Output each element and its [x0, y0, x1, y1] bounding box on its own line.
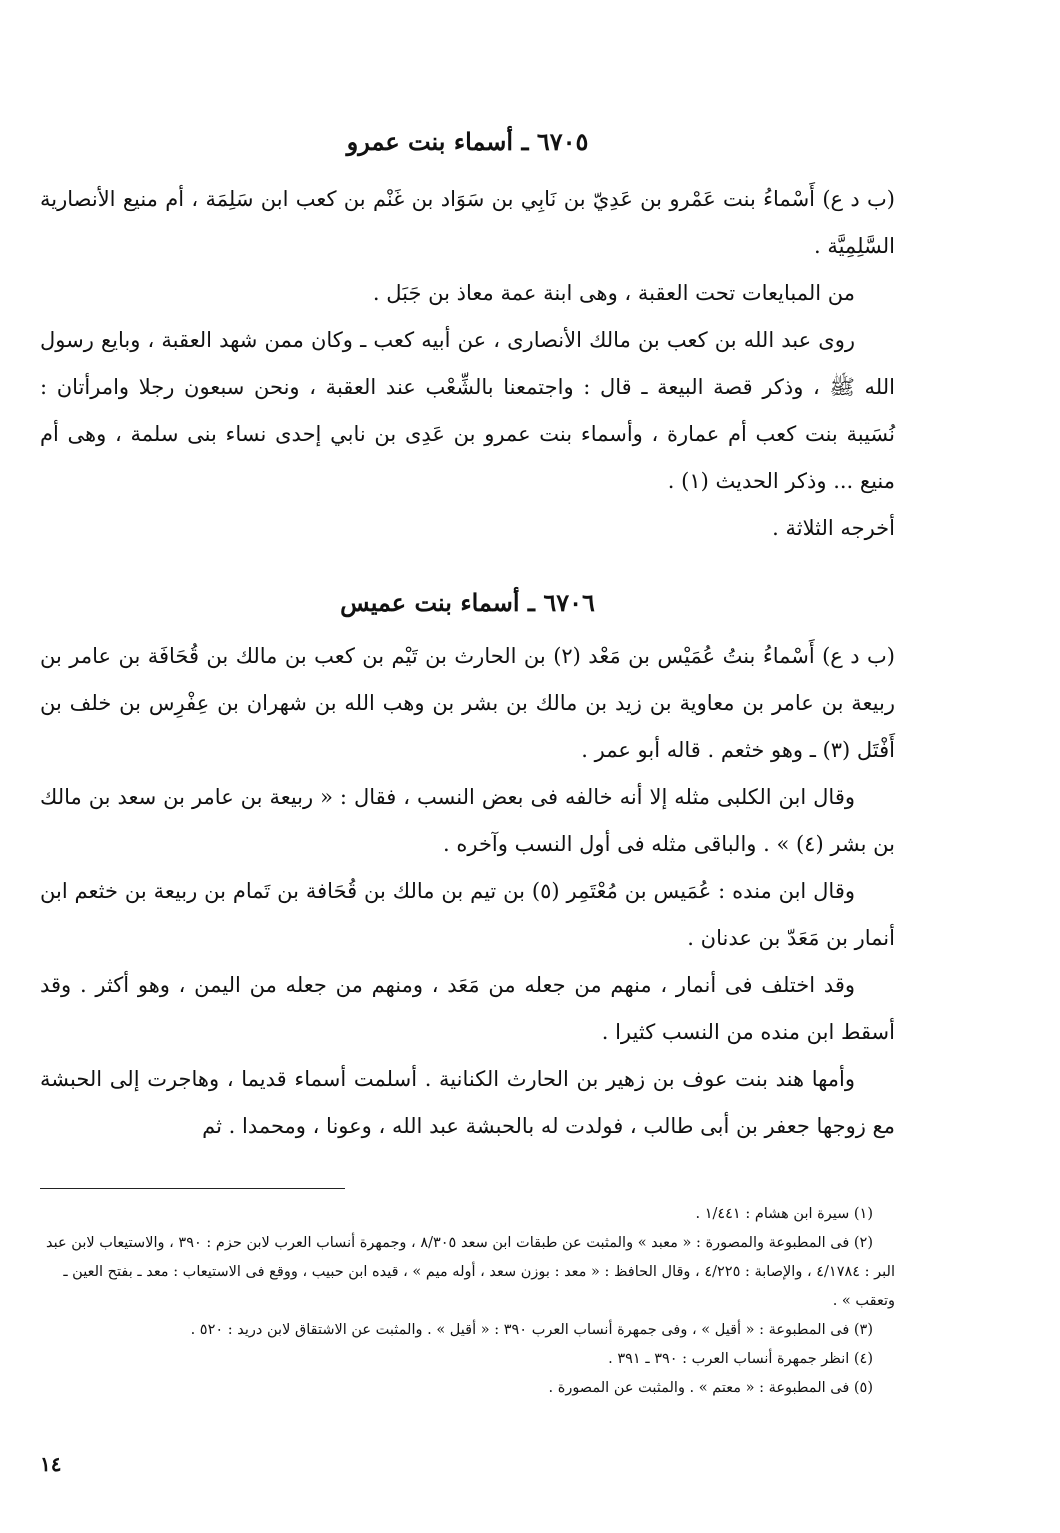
footnotes [40, 1200, 895, 1403]
entry-paragraph: من المبايعات تحت العقبة ، وهى ابنة عمة معاذ بن جَبَل . [372, 281, 855, 305]
footnote: (٣) فى المطبوعة : « أقيل » ، وفى جمهرة أنساب العرب ٣٩٠ : « أقيل » . والمثبت عن الاشتقاق لابن دريد : ٥٢٠ . [190, 1322, 873, 1338]
entry-paragraph: وقال ابن الكلبى مثله إلا أنه خالفه فى بعض النسب ، فقال : « ربيعة بن عامر بن سعد بن مالك بن بشر (٤) » . والباقى مثله فى أول النسب وآخره . [40, 785, 895, 856]
footnote: (٥) فى المطبوعة : « معتم » . والمثبت عن المصورة . [548, 1380, 873, 1396]
footnote-divider [40, 1188, 345, 1189]
entry-body-asma-bint-amr [40, 176, 895, 552]
entry-paragraph: وقال ابن منده : عُمَيس بن مُعْتَمِر (٥) بن تيم بن مالك بن قُحَافة بن تَمام بن ربيعة بن خثعم ابن أنمار بن مَعَدّ بن عدنان . [40, 879, 895, 950]
entry-paragraph: وأمها هند بنت عوف بن زهير بن الحارث الكنانية . أسلمت أسماء قديما ، وهاجرت إلى الحبشة مع زوجها جعفر بن أبى طالب ، فولدت له بالحبشة عبد الله ، وعونا ، ومحمدا . ثم [40, 1067, 895, 1138]
entry-paragraph: وقد اختلف فى أنمار ، منهم من جعله من مَعَد ، ومنهم من جعله من اليمن ، وهو أكثر . وقد أسقط ابن منده من النسب كثيرا . [40, 973, 895, 1044]
entry-body-asma-bint-umays [40, 633, 895, 1150]
document-page [40, 0, 895, 1533]
footnote: (١) سيرة ابن هشام : ١/٤٤١ . [695, 1206, 873, 1222]
footnote: (٤) انظر جمهرة أنساب العرب : ٣٩٠ ـ ٣٩١ . [608, 1351, 873, 1367]
entry-paragraph: أخرجه الثلاثة . [772, 516, 895, 540]
entry-paragraph: (ب د ع) أَسْماءُ بنت عَمْرو بن عَدِيّ بن نَابِي بن سَوَاد بن غَنْم بن كعب ابن سَلِمَة ، أم منيع الأنصارية السَّلِمِيَّة . [40, 187, 895, 258]
footnote: (٢) فى المطبوعة والمصورة : « معبد » والمثبت عن طبقات ابن سعد ٨/٣٠٥ ، وجمهرة أنساب العرب لابن حزم : ٣٩٠ ، والاستيعاب لابن عبد البر : ٤/١٧٨٤ ، والإصابة : ٤/٢٢٥ ، وقال الحافظ : « معد : بوزن سعد ، أوله ميم » ، قيده ابن حبيب ، ووقع فى الاستيعاب : معد ـ بفتح العين ـ وتعقب » . [46, 1235, 895, 1309]
entry-paragraph: روى عبد الله بن كعب بن مالك الأنصارى ، عن أبيه كعب ـ وكان ممن شهد العقبة ، وبايع رسول الله ﷺ ، وذكر قصة البيعة ـ قال : واجتمعنا بالشِّعْب عند العقبة ، ونحن سبعون رجلا وامرأتان : نُسَيبة بنت كعب أم عمارة ، وأسماء بنت عمرو بن عَدِى بن نابي إحدى نساء بنى سلمة ، وهى أم منيع ... وذكر الحديث (١) . [40, 328, 895, 493]
entry-title-asma-bint-amr: ٦٧٠٥ ـ أسماء بنت عمرو [346, 127, 589, 156]
page-number: ١٤ [40, 1452, 62, 1476]
entry-title-asma-bint-umays: ٦٧٠٦ ـ أسماء بنت عميس [340, 588, 595, 617]
entry-paragraph: (ب د ع) أَسْماءُ بنتُ عُمَيْس بن مَعْد (٢) بن الحارث بن تَيْم بن كعب بن مالك بن قُحَافَة بن عامر بن ربيعة بن عامر بن معاوية بن زيد بن مالك بن بشر بن وهب الله بن شهران بن عِفْرِس بن خلف بن أَفْتَل (٣) ـ وهو خثعم . قاله أبو عمر . [40, 644, 895, 762]
